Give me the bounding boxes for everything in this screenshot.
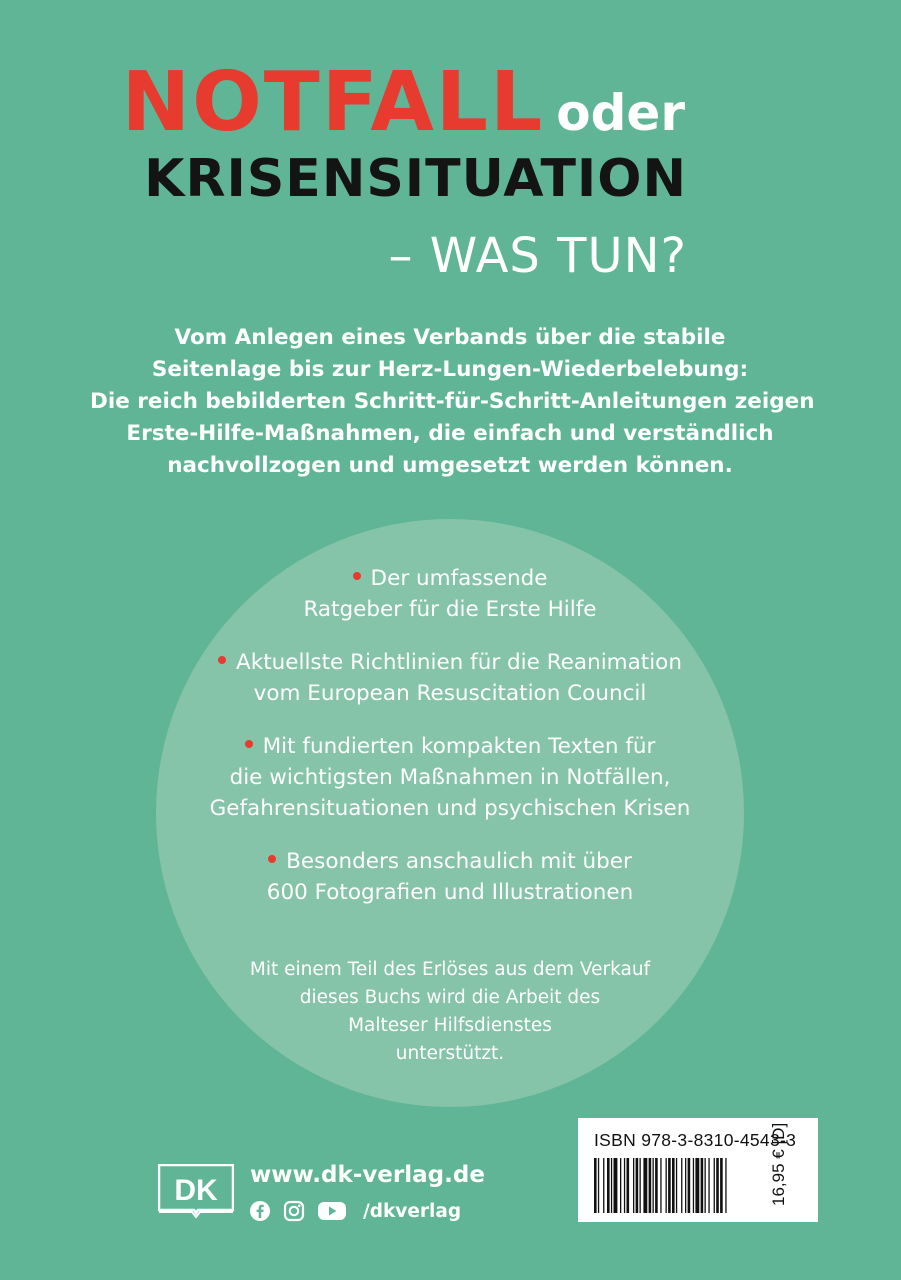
feature-line: vom European Resuscitation Council: [253, 681, 647, 706]
bullet-dot-icon: [268, 855, 276, 863]
instagram-icon[interactable]: [283, 1200, 305, 1222]
intro-paragraph: [90, 322, 815, 482]
bullet-dot-icon: [353, 572, 361, 580]
headline-krisensituation: KRISENSITUATION: [144, 149, 687, 209]
feature-item: [156, 563, 744, 625]
intro-line: Seitenlage bis zur Herz-Lungen-Wiederbelebung:: [151, 357, 749, 382]
intro-line: Die reich bebilderten Schritt-für-Schritt-Anleitungen zeigen: [90, 389, 815, 414]
donation-note: [156, 956, 744, 1068]
dk-logo: [158, 1164, 234, 1222]
feature-list: [156, 563, 744, 930]
donation-line: Malteser Hilfsdienstes: [348, 1015, 552, 1036]
bullet-dot-icon: [245, 740, 253, 748]
donation-line: unterstützt.: [395, 1043, 505, 1064]
feature-line: Besonders anschaulich mit über: [286, 849, 632, 874]
feature-line: Aktuellste Richtlinien für die Reanimation: [236, 650, 682, 675]
website-link[interactable]: www.dk-verlag.de: [250, 1162, 485, 1188]
social-handle[interactable]: /dkverlag: [363, 1200, 462, 1222]
dk-logo-text: DK: [174, 1174, 218, 1207]
feature-line: Mit fundierten kompakten Texten für: [262, 734, 656, 759]
price-label: 16,95 € [D]: [769, 1122, 788, 1206]
barcode: [594, 1158, 762, 1213]
feature-line: Gefahrensituationen und psychischen Krisen: [209, 796, 691, 821]
intro-line: nachvollzogen und umgesetzt werden können.: [167, 453, 733, 478]
bullet-dot-icon: [218, 656, 226, 664]
facebook-icon[interactable]: [249, 1200, 271, 1222]
headline-line1: [121, 55, 685, 150]
intro-line: Erste-Hilfe-Maßnahmen, die einfach und verständlich: [126, 421, 774, 446]
feature-item: [156, 731, 744, 824]
feature-line: 600 Fotografien und Illustrationen: [266, 880, 634, 905]
intro-line: Vom Anlegen eines Verbands über die stabile: [174, 325, 726, 350]
feature-item: [156, 647, 744, 709]
feature-item: [156, 846, 744, 908]
headline-was-tun: – WAS TUN?: [388, 228, 687, 284]
isbn-number: ISBN 978-3-8310-4543-3: [594, 1130, 797, 1150]
headline: [0, 0, 901, 300]
feature-line: die wichtigsten Maßnahmen in Notfällen,: [229, 765, 671, 790]
isbn-barcode-box: [578, 1118, 818, 1222]
youtube-icon[interactable]: [317, 1200, 347, 1222]
donation-line: dieses Buchs wird die Arbeit des: [299, 987, 601, 1008]
donation-line: Mit einem Teil des Erlöses aus dem Verkauf: [249, 959, 651, 980]
feature-line: Ratgeber für die Erste Hilfe: [303, 597, 597, 622]
headline-notfall: NOTFALL: [121, 55, 545, 150]
feature-line: Der umfassende: [370, 566, 548, 591]
headline-oder: oder: [556, 84, 685, 142]
social-links: [249, 1198, 461, 1224]
